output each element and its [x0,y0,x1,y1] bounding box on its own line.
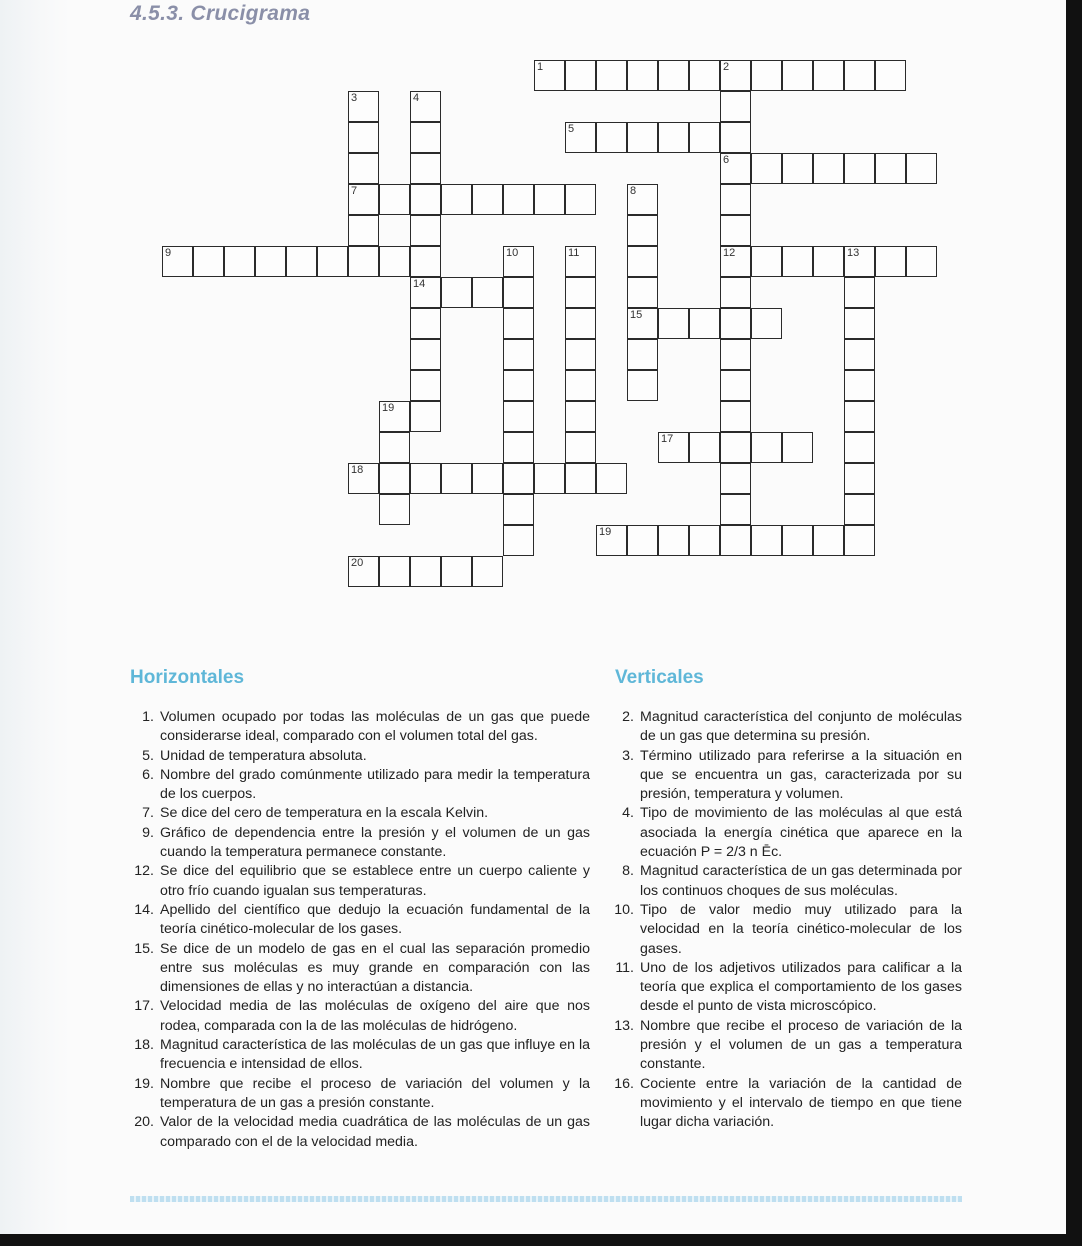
crossword-cell [627,60,658,91]
crossword-cell [472,277,503,308]
crossword-cell [875,153,906,184]
crossword-cell [751,432,782,463]
crossword-cell [410,122,441,153]
crossword-cell [720,339,751,370]
crossword-cell [596,525,627,556]
cell-number: 18 [351,464,364,476]
clue-h19: 19. Nombre que recibe el proceso de variación del volumen y la temperatura de un gas a presión constante. [134,1075,590,1111]
crossword-cell [565,60,596,91]
clue-h15: 15. Se dice de un modelo de gas en el cual las separación promedio entre sus moléculas es muy grande en comparación con las dimensiones de ellas y no interactúan a distancia. [134,940,590,996]
crossword-cell [379,556,410,587]
crossword-cell [689,432,720,463]
crossword-cell [596,60,627,91]
crossword-cell [565,184,596,215]
crossword-cell [441,556,472,587]
clue-v10: 10. Tipo de valor medio muy utilizado para la velocidad en la teoría cinético-molecular de los gases. [614,901,962,957]
crossword-cell [658,60,689,91]
crossword-cell [627,122,658,153]
crossword-cell [565,308,596,339]
cell-number: 20 [351,557,364,569]
crossword-cell [720,246,751,277]
crossword-cell [255,246,286,277]
crossword-cell [627,246,658,277]
crossword-cell [348,91,379,122]
decorative-divider [130,1196,962,1202]
crossword-cell [906,246,937,277]
crossword-cell [441,277,472,308]
crossword-cell [503,463,534,494]
crossword-cell [534,463,565,494]
cell-number: 5 [568,123,575,135]
cell-number: 8 [630,185,637,197]
crossword-cell [410,91,441,122]
crossword-cell [658,525,689,556]
clue-h14: 14. Apellido del científico que dedujo la ecuación fundamental de la teoría cinético-molecular de los gases. [134,901,590,938]
crossword-cell [813,60,844,91]
crossword-cell [844,370,875,401]
crossword-cell [689,525,720,556]
cell-number: 1 [537,61,544,73]
crossword-cell [844,401,875,432]
cell-number: 10 [506,247,519,259]
clue-v2: 2. Magnitud característica del conjunto de moléculas de un gas que determina su presión. [622,709,962,745]
clue-v11: 11. Uno de los adjetivos utilizados para calificar a la teoría que explica el comportamiento de los gases desde el punto de vista microscópico. [615,959,962,1015]
crossword-cell [410,215,441,246]
crossword-cell [751,308,782,339]
crossword-cell [379,246,410,277]
crossword-cell [658,432,689,463]
cell-number: 9 [165,247,172,259]
clue-h9: 9. Gráfico de dependencia entre la presión y el volumen de un gas cuando la temperatura permanece constante. [142,824,590,861]
clue-h5: 5. Unidad de temperatura absoluta. [142,747,367,764]
crossword-cell [410,370,441,401]
crossword-cell [379,463,410,494]
crossword-cell [720,184,751,215]
crossword-cell [658,122,689,153]
cell-number: 11 [568,247,580,259]
crossword-cell [689,122,720,153]
clue-h7: 7. Se dice del cero de temperatura en la escala Kelvin. [142,805,489,822]
crossword-cell [565,401,596,432]
cell-number: 17 [661,433,674,445]
clue-h20: 20. Valor de la velocidad media cuadrática de las moléculas de un gas comparado con el de la velocidad media. [134,1114,590,1150]
crossword-cell [410,277,441,308]
crossword-cell [410,184,441,215]
cell-number: 6 [723,154,730,166]
crossword-cell [162,246,193,277]
crossword-cell [441,184,472,215]
crossword-cell [503,370,534,401]
crossword-cell [844,494,875,525]
crossword-cell [503,246,534,277]
crossword-cell [379,432,410,463]
crossword-cell [503,525,534,556]
crossword-cell [813,246,844,277]
crossword-cell [565,463,596,494]
crossword-cell [410,463,441,494]
crossword-cell [503,401,534,432]
clue-v13: 13. Nombre que recibe el proceso de variación de la presión y el volumen de un gas a temperatura constante. [614,1017,962,1073]
crossword-cell [844,277,875,308]
crossword-cell [627,215,658,246]
clue-v8: 8. Magnitud característica de un gas determinada por los continuos choques de sus moléculas. [622,863,962,899]
crossword-cell [813,525,844,556]
crossword-cell [193,246,224,277]
clue-h18: 18. Magnitud característica de las moléculas de un gas que influye en la frecuencia e intensidad de ellos. [134,1037,590,1073]
crossword-cell [844,432,875,463]
crossword-cell [348,153,379,184]
cell-number: 7 [351,185,358,197]
clue-h17: 17. Velocidad media de las moléculas de oxígeno del aire que nos rodea, comparada con la de las moléculas de hidrógeno. [134,998,590,1034]
crossword-cell [751,246,782,277]
crossword-cell [844,246,875,277]
page-title: 4.5.3. Crucigrama [130,2,311,25]
crossword-cell [720,463,751,494]
clue-v16: 16. Cociente entre la variación de la cantidad de movimiento y el intervalo de tiempo en que tiene lugar dicha variación. [614,1075,962,1131]
clue-h6: 6. Nombre del grado comúnmente utilizado para medir la temperatura de los cuerpos. [142,766,590,803]
crossword-cell [503,308,534,339]
crossword-cell [503,432,534,463]
cell-number: 19 [599,526,612,538]
scan-edge-right [1066,0,1082,1246]
clue-h1: 1. Volumen ocupado por todas las moléculas de un gas que puede considerarse ideal, comparado con el volumen total del gas. [142,709,590,745]
cell-number: 4 [413,92,420,104]
crossword-cell [782,246,813,277]
crossword-cell [844,339,875,370]
crossword-cell [348,246,379,277]
crossword-cell [720,401,751,432]
crossword-cell [782,432,813,463]
crossword-cell [906,153,937,184]
crossword-cell [782,525,813,556]
crossword-cell [720,277,751,308]
crossword-cell [596,122,627,153]
crossword-cell [565,122,596,153]
crossword-cell [875,60,906,91]
crossword-cell [348,122,379,153]
crossword-cell [596,463,627,494]
crossword-cell [348,184,379,215]
crossword-cell [503,494,534,525]
horizontal-clues-list [126,708,590,1152]
crossword-grid [0,0,1066,620]
crossword-cell [689,60,720,91]
crossword-cell [689,308,720,339]
crossword-cell [565,432,596,463]
crossword-cell [720,494,751,525]
cell-number: 19 [382,402,395,414]
crossword-cell [720,370,751,401]
cell-number: 15 [630,309,643,321]
crossword-cell [348,556,379,587]
crossword-cell [286,246,317,277]
clue-v3: 3. Término utilizado para referirse a la situación en que se encuentra un gas, caracterizada por su presión, temperatura y volumen. [622,747,962,803]
cell-number: 3 [351,92,358,104]
crossword-cell [410,556,441,587]
crossword-cell [565,339,596,370]
crossword-cell [410,401,441,432]
crossword-cell [627,370,658,401]
cell-number: 13 [847,247,860,259]
crossword-cell [627,277,658,308]
crossword-cell [565,277,596,308]
crossword-cell [410,308,441,339]
clue-h12: 12. Se dice del equilibrio que se establece entre un cuerpo caliente y otro frío cuando igualan sus temperaturas. [134,863,590,899]
crossword-cell [844,525,875,556]
crossword-cell [751,153,782,184]
cell-number: 2 [723,61,730,73]
heading-verticales: Verticales [615,667,704,688]
crossword-cell [720,308,751,339]
crossword-cell [472,556,503,587]
crossword-cell [379,401,410,432]
crossword-cell [720,432,751,463]
vertical-clues-list [606,708,962,1133]
crossword-cell [379,184,410,215]
crossword-cell [813,153,844,184]
crossword-cell [844,153,875,184]
crossword-cell [875,246,906,277]
crossword-cell [720,60,751,91]
crossword-cell [627,308,658,339]
crossword-cell [844,463,875,494]
crossword-cell [844,308,875,339]
crossword-cell [503,184,534,215]
crossword-cell [782,153,813,184]
crossword-cell [720,215,751,246]
crossword-cell [844,60,875,91]
crossword-cell [720,91,751,122]
crossword-cell [410,246,441,277]
crossword-cell [720,153,751,184]
crossword-cell [534,184,565,215]
cell-number: 12 [723,247,736,259]
crossword-cell [503,277,534,308]
crossword-cell [627,339,658,370]
crossword-cell [410,339,441,370]
crossword-cell [441,463,472,494]
crossword-cell [348,215,379,246]
crossword-cell [472,184,503,215]
crossword-cell [565,246,596,277]
crossword-cell [565,370,596,401]
crossword-cell [317,246,348,277]
crossword-cell [782,60,813,91]
crossword-cell [503,339,534,370]
crossword-cell [627,184,658,215]
crossword-cell [658,308,689,339]
crossword-cell [720,122,751,153]
crossword-cell [627,525,658,556]
crossword-cell [410,153,441,184]
clue-v4: 4. Tipo de movimiento de las moléculas al que está asociada la energía cinética que aparece en la ecuación P = 2/3 n Ēc. [622,805,962,861]
crossword-cell [751,60,782,91]
crossword-cell [472,463,503,494]
crossword-cell [224,246,255,277]
cell-number: 14 [413,278,426,290]
crossword-cell [720,525,751,556]
crossword-cell [751,525,782,556]
crossword-cell [534,60,565,91]
crossword-cell [379,494,410,525]
scan-edge-bottom [0,1234,1082,1246]
crossword-cell [348,463,379,494]
heading-horizontales: Horizontales [130,667,245,688]
